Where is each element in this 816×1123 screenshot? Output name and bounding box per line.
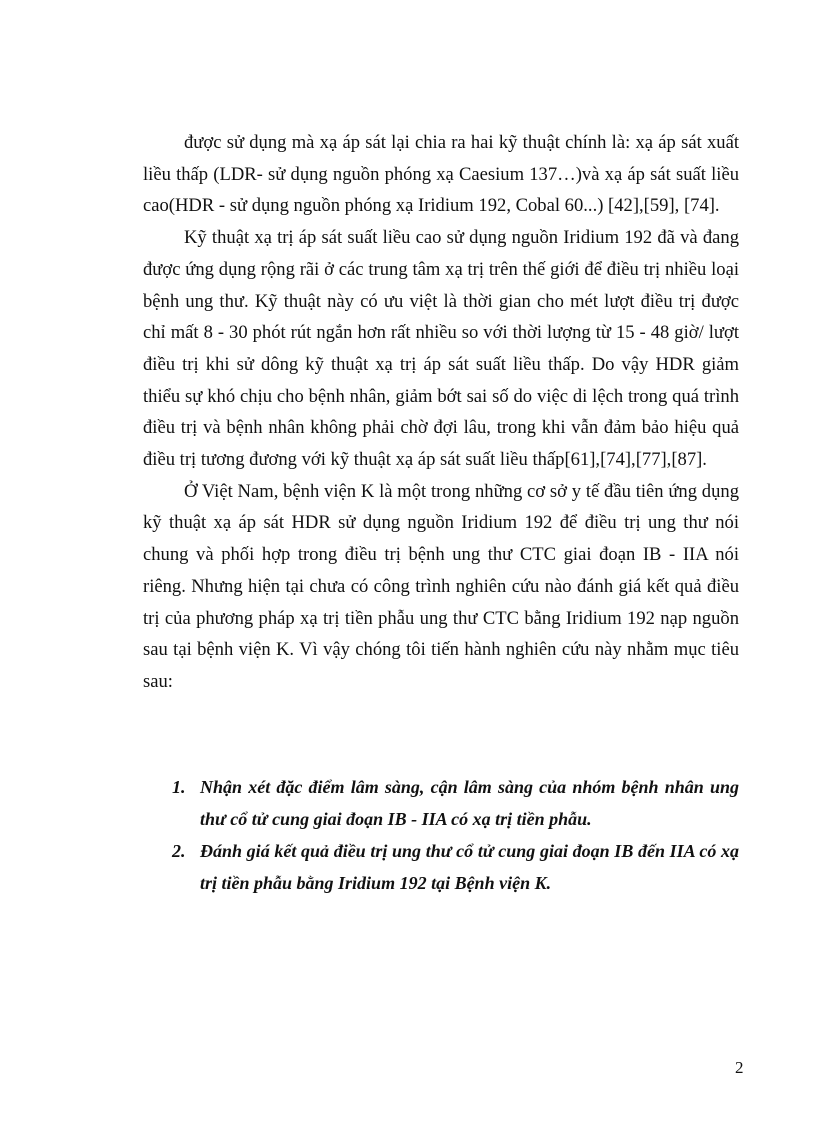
objective-item <box>172 835 739 899</box>
objective-item <box>172 771 739 835</box>
research-objectives-list <box>172 771 739 899</box>
objective-number: 2. <box>172 841 186 861</box>
page-number: 2 <box>735 1058 744 1077</box>
body-text <box>143 127 739 698</box>
paragraph-brachytherapy-types: được sử dụng mà xạ áp sát lại chia ra hai kỹ thuật chính là: xạ áp sát xuất liều thấp (LDR- sử dụng nguồn phóng xạ Caesium 137…)và xạ áp sát suất liều cao(HDR - sử dụng nguồn phóng xạ Iridium 192, Cobal 60...) [42],[59], [74]. <box>143 132 739 217</box>
objective-text: Đánh giá kết quả điều trị ung thư cổ tử cung giai đoạn IB đến IIA có xạ trị tiền phẫu bằng Iridium 192 tại Bệnh viện K. <box>200 841 739 893</box>
objective-number: 1. <box>172 777 186 797</box>
paragraph-hdr-iridium: Kỹ thuật xạ trị áp sát suất liều cao sử dụng nguồn Iridium 192 đã và đang được ứng dụng rộng rãi ở các trung tâm xạ trị trên thế giới để điều trị nhiều loại bệnh ung thư. Kỹ thuật này có ưu việt là thời gian cho mét lượt điều trị được chỉ mất 8 - 30 phót rút ngắn hơn rất nhiều so với thời lượng từ 15 - 48 giờ/ lượt điều trị khi sử dông kỹ thuật xạ trị áp sát suất liều thấp. Do vậy HDR giảm thiểu sự khó chịu cho bệnh nhân, giảm bớt sai số do việc di lệch trong quá trình điều trị và bệnh nhân không phải chờ đợi lâu, trong khi vẫn đảm bảo hiệu quả điều trị tương đương với kỹ thuật xạ áp sát suất liều thấp[61],[74],[77],[87]. <box>143 227 739 471</box>
paragraph-vietnam-context: Ở Việt Nam, bệnh viện K là một trong những cơ sở y tế đầu tiên ứng dụng kỹ thuật xạ áp sát HDR sử dụng nguồn Iridium 192 để điều trị ung thư nói chung và phối hợp trong điều trị bệnh ung thư CTC giai đoạn IB - IIA nói riêng. Nhưng hiện tại chưa có công trình nghiên cứu nào đánh giá kết quả điều trị của phương pháp xạ trị tiền phẫu ung thư CTC bằng Iridium 192 nạp nguồn sau tại bệnh viện K. Vì vậy chóng tôi tiến hành nghiên cứu này nhằm mục tiêu sau: <box>143 480 739 692</box>
objective-text: Nhận xét đặc điểm lâm sàng, cận lâm sàng của nhóm bệnh nhân ung thư cổ tử cung giai đoạn IB - IIA có xạ trị tiền phẫu. <box>200 777 739 829</box>
